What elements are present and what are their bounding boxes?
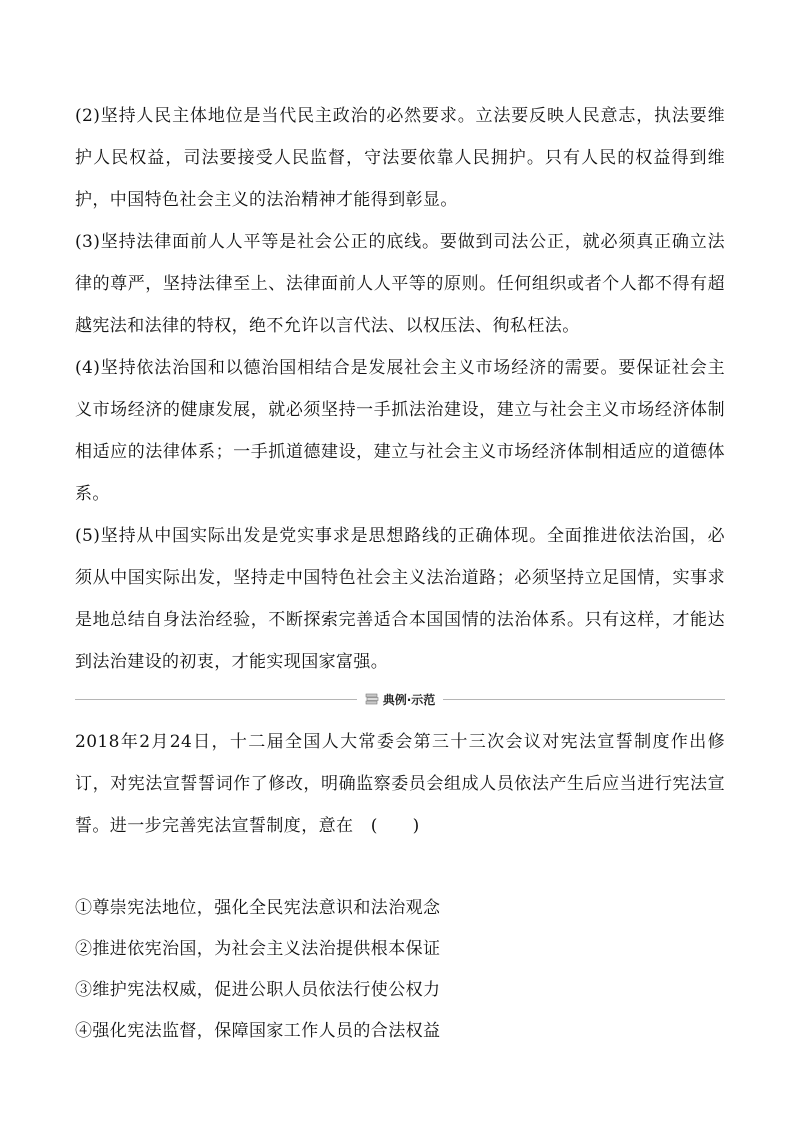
option-3: ③维护宪法权威，促进公职人员依法行使公权力 xyxy=(75,980,441,1000)
book-stack-icon xyxy=(365,693,379,705)
paragraph-point-3: (3)坚持法律面前人人平等是社会公正的底线。要做到司法公正，就必须真正确立法律的尊严，坚持法律至上、法律面前人人平等的原则。任何组织或者个人都不得有超越宪法和法律的特权，绝不允许以言代法、以权压法、徇私枉法。 xyxy=(75,232,725,336)
question-stem: 2018年2月24日，十二届全国人大常委会第三十三次会议对宪法宣誓制度作出修订，对宪法宣誓誓词作了修改，明确监察委员会组成人员依法产生后应当进行宪法宣誓。进一步完善宪法宣誓制度，意在 ( ) xyxy=(75,732,725,836)
divider-line-right xyxy=(443,699,725,700)
paragraph-point-5: (5)坚持从中国实际出发是党实事求是思想路线的正确体现。全面推进依法治国，必须从中国实际出发，坚持走中国特色社会主义法治道路；必须坚持立足国情，实事求是地总结自身法治经验，不断探索完善适合本国国情的法治体系。只有这样，才能达到法治建设的初衷，才能实现国家富强。 xyxy=(75,526,725,672)
section-heading xyxy=(357,691,444,708)
paragraph-point-4: (4)坚持依法治国和以德治国相结合是发展社会主义市场经济的需要。要保证社会主义市场经济的健康发展，就必须坚持一手抓法治建设，建立与社会主义市场经济体制相适应的法律体系；一手抓道德建设，建立与社会主义市场经济体制相适应的道德体系。 xyxy=(75,358,725,504)
section-divider xyxy=(75,688,725,710)
option-2: ②推进依宪治国，为社会主义法治提供根本保证 xyxy=(75,939,441,959)
divider-line-left xyxy=(75,699,357,700)
option-4: ④强化宪法监督，保障国家工作人员的合法权益 xyxy=(75,1021,441,1041)
paragraph-point-2: (2)坚持人民主体地位是当代民主政治的必然要求。立法要反映人民意志，执法要维护人民权益，司法要接受人民监督，守法要依靠人民拥护。只有人民的权益得到维护，中国特色社会主义的法治精神才能得到彰显。 xyxy=(75,106,725,210)
option-1: ①尊崇宪法地位，强化全民宪法意识和法治观念 xyxy=(75,898,441,918)
section-label: 典例·示范 xyxy=(382,692,436,707)
